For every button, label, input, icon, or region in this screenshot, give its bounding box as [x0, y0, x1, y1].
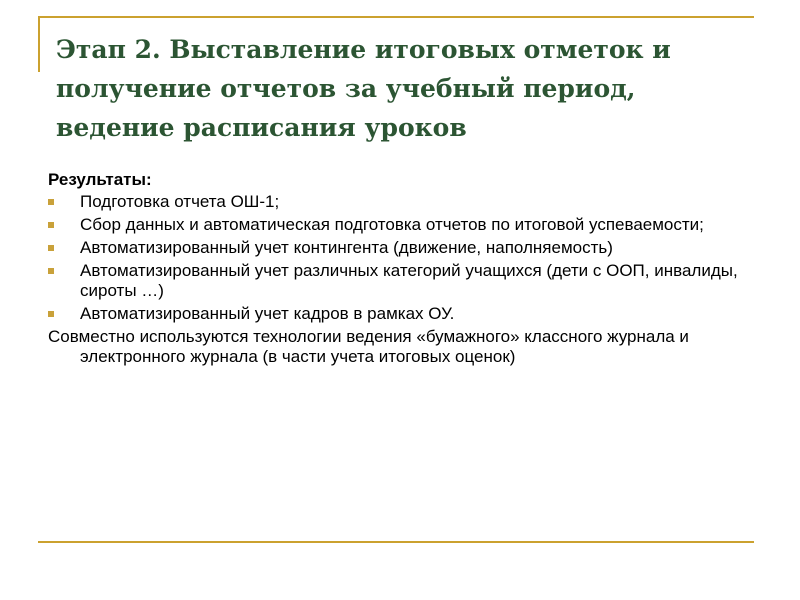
list-item — [48, 192, 763, 212]
frame-left-line — [38, 16, 40, 72]
square-bullet-icon — [48, 268, 54, 274]
square-bullet-icon — [48, 311, 54, 317]
list-item-text: Подготовка отчета ОШ-1; — [80, 192, 280, 211]
square-bullet-icon — [48, 222, 54, 228]
list-item-text: Автоматизированный учет контингента (движение, наполняемость) — [80, 238, 613, 257]
results-list — [48, 192, 763, 324]
slide-title: Этап 2. Выставление итоговых отметок и получение отчетов за учебный период, ведение расписания уроков — [56, 35, 671, 142]
list-item-text: Автоматизированный учет различных категорий учащихся (дети с ООП, инвалиды, сироты …) — [80, 261, 738, 300]
list-item-text: Сбор данных и автоматическая подготовка отчетов по итоговой успеваемости; — [80, 215, 704, 234]
frame-bottom-line — [38, 541, 754, 543]
list-item-text: Автоматизированный учет кадров в рамках ОУ. — [80, 304, 455, 323]
list-item — [48, 304, 763, 324]
square-bullet-icon — [48, 199, 54, 205]
slide-content — [48, 170, 763, 367]
list-item — [48, 261, 763, 301]
frame-top-line — [38, 16, 754, 18]
results-heading: Результаты: — [48, 170, 152, 189]
square-bullet-icon — [48, 245, 54, 251]
summary-note: Совместно используются технологии ведения «бумажного» классного журнала и электронного журнала (в части учета итоговых оценок) — [48, 327, 689, 366]
list-item — [48, 238, 763, 258]
list-item — [48, 215, 763, 235]
